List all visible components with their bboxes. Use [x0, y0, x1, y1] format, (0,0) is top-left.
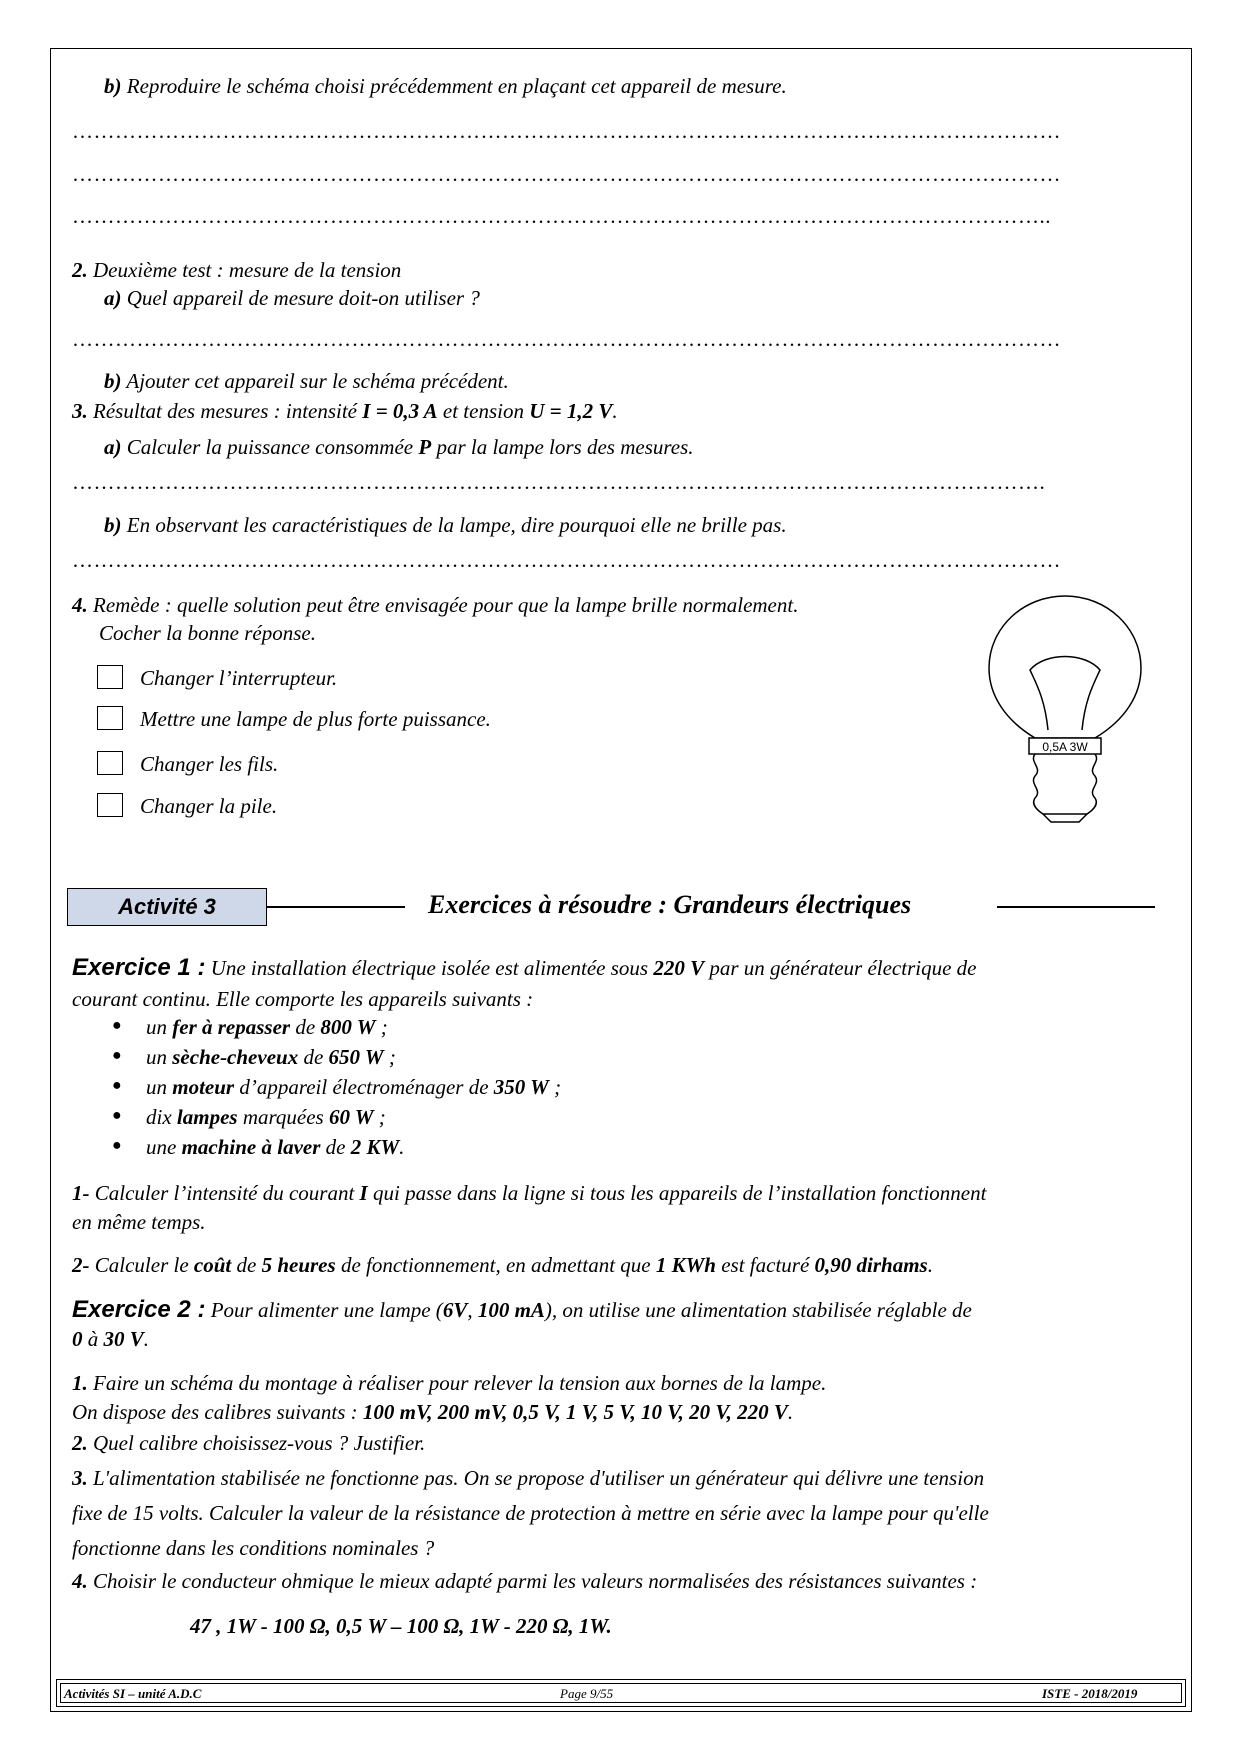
ex2-q1: 1. Faire un schéma du montage à réaliser pour relever la tension aux bornes de la lampe. [72, 1371, 827, 1395]
answer-dots-5: ………………………………………………………………………………………………………………………. [72, 470, 1046, 494]
option-checkbox-3[interactable] [97, 751, 123, 775]
q2b-line: b) Ajouter cet appareil sur le schéma précédent. [104, 369, 509, 393]
answer-dots-6: ………………………………………………………………………………………………………………………… [72, 548, 1061, 572]
ex1-q1-line2: en même temps. [72, 1210, 206, 1234]
q2-heading: 2. Deuxième test : mesure de la tension [72, 258, 402, 282]
ex1-intro-line2: courant continu. Elle comporte les appareils suivants : [72, 987, 534, 1011]
q3a-line: a) Calculer la puissance consommée P par la lampe lors des mesures. [104, 435, 694, 459]
bullet: ● [112, 1107, 122, 1124]
ex2-intro: Exercice 2 : Pour alimenter une lampe (6V, 100 mA), on utilise une alimentation stabilisée réglable de [72, 1296, 972, 1323]
ex2-q3: 3. L'alimentation stabilisée ne fonctionne pas. On se propose d'utiliser un générateur qui délivre une tension [72, 1466, 985, 1490]
title-rule-right [997, 906, 1155, 908]
q1b-line: b) Reproduire le schéma choisi précédemment en plaçant cet appareil de mesure. [104, 74, 787, 98]
activity-title: Exercices à résoudre : Grandeurs électriques [428, 890, 912, 919]
ex1-item-2: un sèche-cheveux de 650 W ; [146, 1045, 396, 1069]
ex2-heading: Exercice 2 : [72, 1296, 206, 1323]
ex1-q2: 2- Calculer le coût de 5 heures de fonctionnement, en admettant que 1 KWh est facturé 0,90 dirhams. [72, 1253, 933, 1277]
ex1-intro: Exercice 1 : Une installation électrique isolée est alimentée sous 220 V par un générateur électrique de [72, 954, 977, 981]
option-label-1: Changer l’interrupteur. [140, 666, 338, 690]
ex1-item-4: dix lampes marquées 60 W ; [146, 1105, 386, 1129]
option-label-4: Changer la pile. [140, 794, 278, 818]
ex1-item-5: une machine à laver de 2 KW. [146, 1135, 405, 1159]
lamp-rating: 0,5A 3W [1042, 740, 1088, 754]
q4-heading: 4. Remède : quelle solution peut être envisagée pour que la lampe brille normalement. [72, 593, 799, 617]
activity-label: Activité 3 [67, 888, 267, 926]
answer-dots-3: ……………………………………………………………………………………………………………………….. [72, 204, 1051, 228]
answer-dots-4: ………………………………………………………………………………………………………………………… [72, 327, 1061, 351]
option-label-3: Changer les fils. [140, 752, 279, 776]
ex1-heading: Exercice 1 : [72, 954, 206, 981]
bullet: ● [112, 1137, 122, 1154]
footer-right: ISTE - 2018/2019 [1042, 1686, 1138, 1701]
footer-left: Activités SI – unité A.D.C [64, 1686, 202, 1701]
lamp-bulb-icon [975, 590, 1155, 830]
answer-dots-1: ………………………………………………………………………………………………………………………… [72, 119, 1061, 143]
ex1-item-1: un fer à repasser de 800 W ; [146, 1015, 388, 1039]
bullet: ● [112, 1017, 122, 1034]
footer-page: Page 9/55 [560, 1686, 614, 1701]
ex2-q2: 2. Quel calibre choisissez-vous ? Justifier. [72, 1431, 426, 1455]
ex2-intro-line2: 0 à 30 V. [72, 1327, 150, 1351]
ex2-q4: 4. Choisir le conducteur ohmique le mieux adapté parmi les valeurs normalisées des résistances suivantes : [72, 1569, 978, 1593]
option-checkbox-1[interactable] [97, 665, 123, 689]
ex1-q1: 1- Calculer l’intensité du courant I qui passe dans la ligne si tous les appareils de l’installation fonctionnent [72, 1181, 987, 1205]
q2a-line: a) Quel appareil de mesure doit-on utiliser ? [104, 286, 480, 310]
ex1-item-3: un moteur d’appareil électroménager de 350 W ; [146, 1075, 562, 1099]
option-label-2: Mettre une lampe de plus forte puissance. [140, 707, 491, 731]
option-checkbox-2[interactable] [97, 706, 123, 730]
q3-heading: 3. Résultat des mesures : intensité I = 0,3 A et tension U = 1,2 V. [72, 399, 618, 423]
option-checkbox-4[interactable] [97, 793, 123, 817]
q4-instruction: Cocher la bonne réponse. [99, 621, 316, 645]
bullet: ● [112, 1047, 122, 1064]
title-rule-left [267, 906, 405, 908]
footer-inner-border [60, 1683, 1182, 1703]
bullet: ● [112, 1077, 122, 1094]
ex2-q3-line3: fonctionne dans les conditions nominales ? [72, 1536, 435, 1560]
footer-box [56, 1679, 1186, 1707]
ex2-q3-line2: fixe de 15 volts. Calculer la valeur de la résistance de protection à mettre en série avec la lampe pour qu'elle [72, 1501, 989, 1525]
answer-dots-2: ………………………………………………………………………………………………………………………… [72, 162, 1061, 186]
ex2-resistance-values: 47 , 1W - 100 Ω, 0,5 W – 100 Ω, 1W - 220 Ω, 1W. [190, 1614, 612, 1638]
q3b-line: b) En observant les caractéristiques de la lampe, dire pourquoi elle ne brille pas. [104, 513, 787, 537]
ex2-calibres: On dispose des calibres suivants : 100 mV, 200 mV, 0,5 V, 1 V, 5 V, 10 V, 20 V, 220 V. [72, 1400, 794, 1424]
